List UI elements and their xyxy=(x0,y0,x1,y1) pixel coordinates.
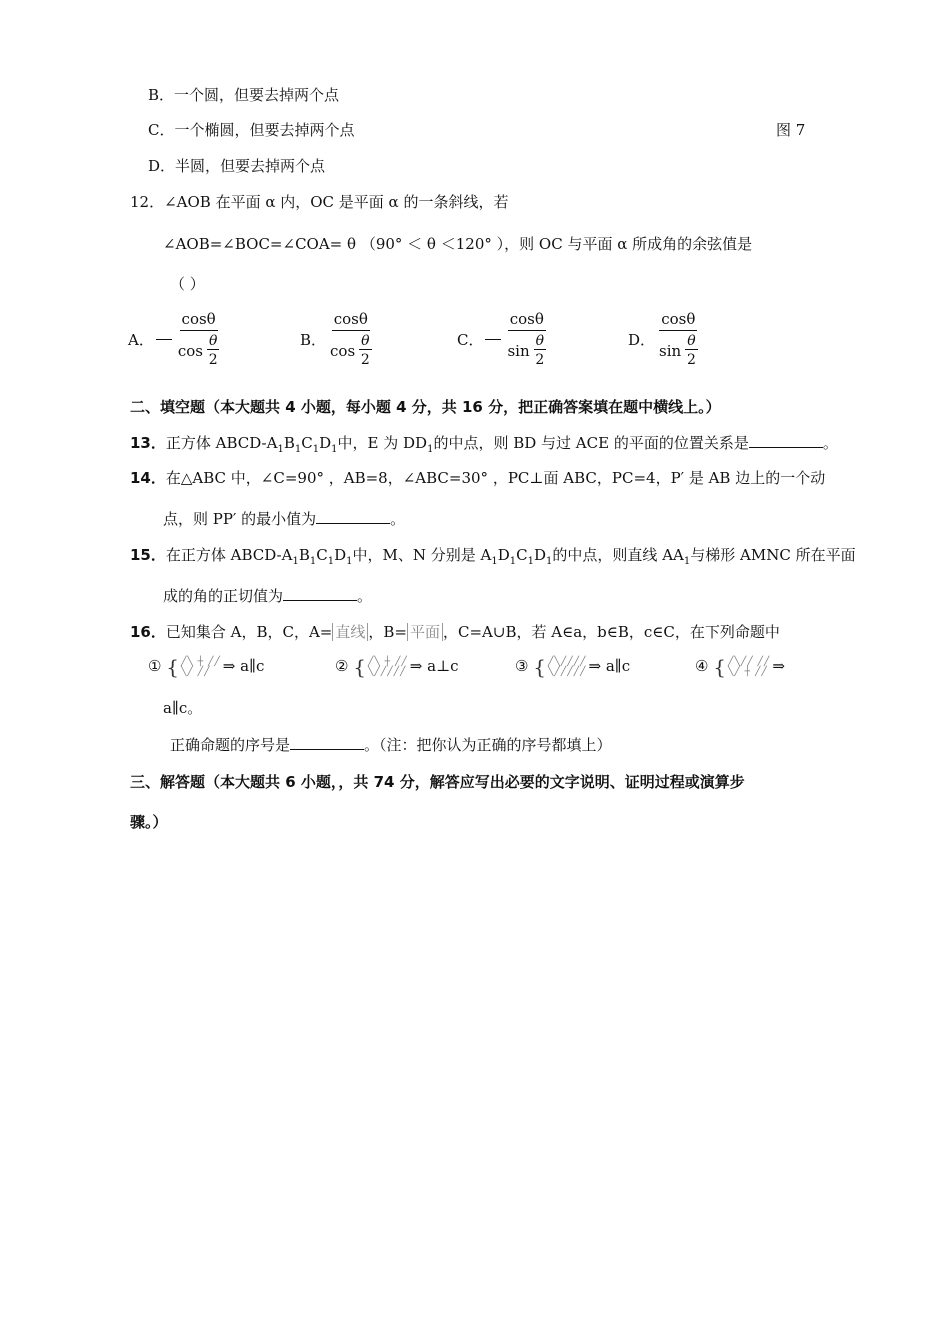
minus-sign xyxy=(485,339,501,340)
q16-line4 xyxy=(170,734,612,755)
condition-system-icon: ╱╲ ┼ ╱╱ ╲╱ ╱╱ xyxy=(180,657,221,677)
q14-number: 14． xyxy=(130,469,166,487)
half-angle xyxy=(207,333,219,368)
subscript: 1 xyxy=(509,556,517,567)
q15-line2 xyxy=(163,585,372,606)
q14-text: 在△ABC 中，∠C=90° ，AB=8，∠ABC=30° ，PC⊥面 ABC，PC=4，P′ 是 AB 边上的一个动 xyxy=(165,469,826,487)
q16-text-e: 。（注：把你认为正确的序号都填上） xyxy=(364,736,612,754)
set-b-box: 平面 xyxy=(407,623,443,641)
q15-end: 。 xyxy=(357,587,373,605)
half-angle xyxy=(534,333,546,368)
fraction xyxy=(178,310,220,368)
q16-text-c: ，C=A∪B，若 A∈a，b∈B，c∈C，在下列命题中 xyxy=(443,623,780,641)
q15-text-b: 中，M、N 分别是 A xyxy=(352,546,492,564)
option-label: B． xyxy=(300,330,327,349)
fraction-numerator: cosθ xyxy=(659,310,697,331)
fraction-denominator xyxy=(330,331,372,368)
subscript: 1 xyxy=(312,444,320,455)
q13-text-a: 正方体 ABCD-A xyxy=(165,434,278,452)
left-brace-icon: { xyxy=(353,655,366,679)
fraction-denominator xyxy=(178,331,220,368)
q16-proposition-3 xyxy=(515,655,630,679)
subscript: 1 xyxy=(427,444,434,455)
q11-option-d: D．半圆，但要去掉两个点 xyxy=(148,157,326,175)
q15-text-d: 与梯形 AMNC 所在平面 xyxy=(690,546,856,564)
q12-option-d xyxy=(628,310,698,368)
half-angle-top: θ xyxy=(361,333,370,349)
q16-answer-blank[interactable] xyxy=(290,735,364,750)
q12-option-c xyxy=(457,310,546,368)
subscript: 1 xyxy=(546,556,553,567)
subscript: 1 xyxy=(346,556,353,567)
denominator-fn: sin xyxy=(659,341,682,360)
q16-proposition-1 xyxy=(148,655,264,679)
q12-text: ∠AOB 在平面 α 内，OC 是平面 α 的一条斜线，若 xyxy=(164,193,509,211)
fraction-denominator xyxy=(659,331,698,368)
proposition-mark: ① xyxy=(148,657,162,675)
option-label: D． xyxy=(628,330,656,349)
set-a-box: 直线 xyxy=(332,623,368,641)
q12-line2: ∠AOB=∠BOC=∠COA= θ （90° ＜ θ ＜120° ），则 OC 与平面 α 所成角的余弦值是 xyxy=(163,235,753,253)
half-angle-top: θ xyxy=(687,333,696,349)
q16-proposition-2 xyxy=(335,655,459,679)
proposition-mark: ③ xyxy=(515,657,529,675)
option-label: A． xyxy=(128,330,154,349)
q13-text-b: 中，E 为 DD xyxy=(337,434,428,452)
denominator-fn: sin xyxy=(507,341,530,360)
q16-line1 xyxy=(130,621,780,642)
fraction-denominator xyxy=(507,331,546,368)
option-label: C． xyxy=(457,330,484,349)
section-3-heading-line1: 三、解答题（本大题共 6 小题，，共 74 分，解答应写出必要的文字说明、证明过程或演算步 xyxy=(130,773,745,791)
q13-end: 。 xyxy=(822,434,838,452)
half-angle xyxy=(685,333,697,368)
q16-text-a: 已知集合 A，B，C，A= xyxy=(165,623,333,641)
q16-proposition-4 xyxy=(695,655,785,679)
subscript: 1 xyxy=(683,556,691,567)
subscript: 1 xyxy=(309,556,317,567)
proposition-conclusion: ⇒ xyxy=(772,657,785,675)
denominator-fn: cos xyxy=(330,341,356,360)
q16-text-d: 正确命题的序号是 xyxy=(170,736,291,754)
half-angle-bottom: 2 xyxy=(535,352,545,368)
q15-text-c: 的中点，则直线 AA xyxy=(552,546,684,564)
half-angle-bottom: 2 xyxy=(360,352,370,368)
denominator-fn: cos xyxy=(177,341,203,360)
q15-number: 15． xyxy=(130,546,166,564)
q12-answer-paren: （ ） xyxy=(170,275,205,293)
proposition-conclusion: ⇒ a⊥c xyxy=(409,657,459,675)
subscript: 1 xyxy=(294,444,302,455)
q14-line1 xyxy=(130,467,825,488)
q12-number: 12． xyxy=(130,193,165,211)
condition-system-icon: ╱╲ ┼ ╱╱ ╲╱╱╱╱╱ xyxy=(367,657,408,677)
fraction-numerator: cosθ xyxy=(180,310,218,331)
left-brace-icon: { xyxy=(166,655,179,679)
figure-label: 图 7 xyxy=(776,121,806,139)
subscript: 1 xyxy=(331,444,338,455)
subscript: 1 xyxy=(277,444,284,455)
q15-text-e: 成的角的正切值为 xyxy=(163,587,284,605)
left-brace-icon: { xyxy=(533,655,546,679)
q13-number: 13． xyxy=(130,434,166,452)
q11-option-c: C．一个椭圆，但要去掉两个点 xyxy=(148,121,355,139)
half-angle-bottom: 2 xyxy=(686,352,696,368)
half-angle xyxy=(359,333,371,368)
q16-text-b: ，B= xyxy=(368,623,407,641)
fraction-numerator: cosθ xyxy=(508,310,546,331)
half-angle-top: θ xyxy=(208,333,218,349)
q14-answer-blank[interactable] xyxy=(316,509,390,524)
fraction-numerator: cosθ xyxy=(332,310,370,331)
minus-sign xyxy=(156,339,172,340)
q13-line: 13．正方体 ABCD-$A_1B_1C_1D_1$中，E 为 $DD_1$的中点，则 BD 与过 ACE 的平面的位置关系是 。 xyxy=(130,434,838,455)
fraction xyxy=(330,310,372,368)
subscript: 1 xyxy=(527,556,535,567)
proposition-conclusion: ⇒ a∥c xyxy=(588,657,631,675)
q15-text-a: 在正方体 ABCD-A xyxy=(165,546,293,564)
q15-answer-blank[interactable] xyxy=(283,586,357,601)
q13-text-c: 的中点，则 BD 与过 ACE 的平面的位置关系是 xyxy=(433,434,749,452)
q12-line1 xyxy=(130,191,508,212)
fraction xyxy=(507,310,546,368)
q14-end: 。 xyxy=(390,510,406,528)
subscript: 1 xyxy=(327,556,335,567)
q16-number: 16． xyxy=(130,623,166,641)
proposition-conclusion: ⇒ a∥c xyxy=(222,657,265,675)
proposition-mark: ④ xyxy=(695,657,709,675)
subscript: 1 xyxy=(292,556,299,567)
q14-text-b: 点，则 PP′ 的最小值为 xyxy=(163,510,317,528)
q13-answer-blank[interactable] xyxy=(749,433,823,448)
q11-option-b: B．一个圆，但要去掉两个点 xyxy=(148,86,340,104)
condition-system-icon: ╱╲╱╱╱╱ ╲╱╱╱╱╱ xyxy=(547,657,587,677)
left-brace-icon: { xyxy=(713,655,726,679)
half-angle-top: θ xyxy=(535,333,545,349)
section-3-heading-line2: 骤。） xyxy=(130,813,168,831)
q14-line2 xyxy=(163,508,405,529)
fraction xyxy=(659,310,698,368)
q15-line1: 15．在正方体 ABCD-$A_1B_1C_1D_1$中，M、N 分别是 $A_1D_1C_1D_1$的中点，则直线 $AA_1$与梯形 AMNC 所在平面 xyxy=(130,546,856,567)
q12-option-a xyxy=(128,310,219,368)
half-angle-bottom: 2 xyxy=(208,352,218,368)
condition-system-icon: ╱╲╱╱ ╱╱ ╲╱ ┼ ╱╱ xyxy=(727,657,771,677)
q16-line3: a∥c。 xyxy=(163,699,203,717)
subscript: 1 xyxy=(491,556,498,567)
section-2-heading: 二、填空题（本大题共 4 小题，每小题 4 分，共 16 分，把正确答案填在题中横线上。） xyxy=(130,398,721,416)
q12-option-b xyxy=(300,310,372,368)
proposition-mark: ② xyxy=(335,657,349,675)
